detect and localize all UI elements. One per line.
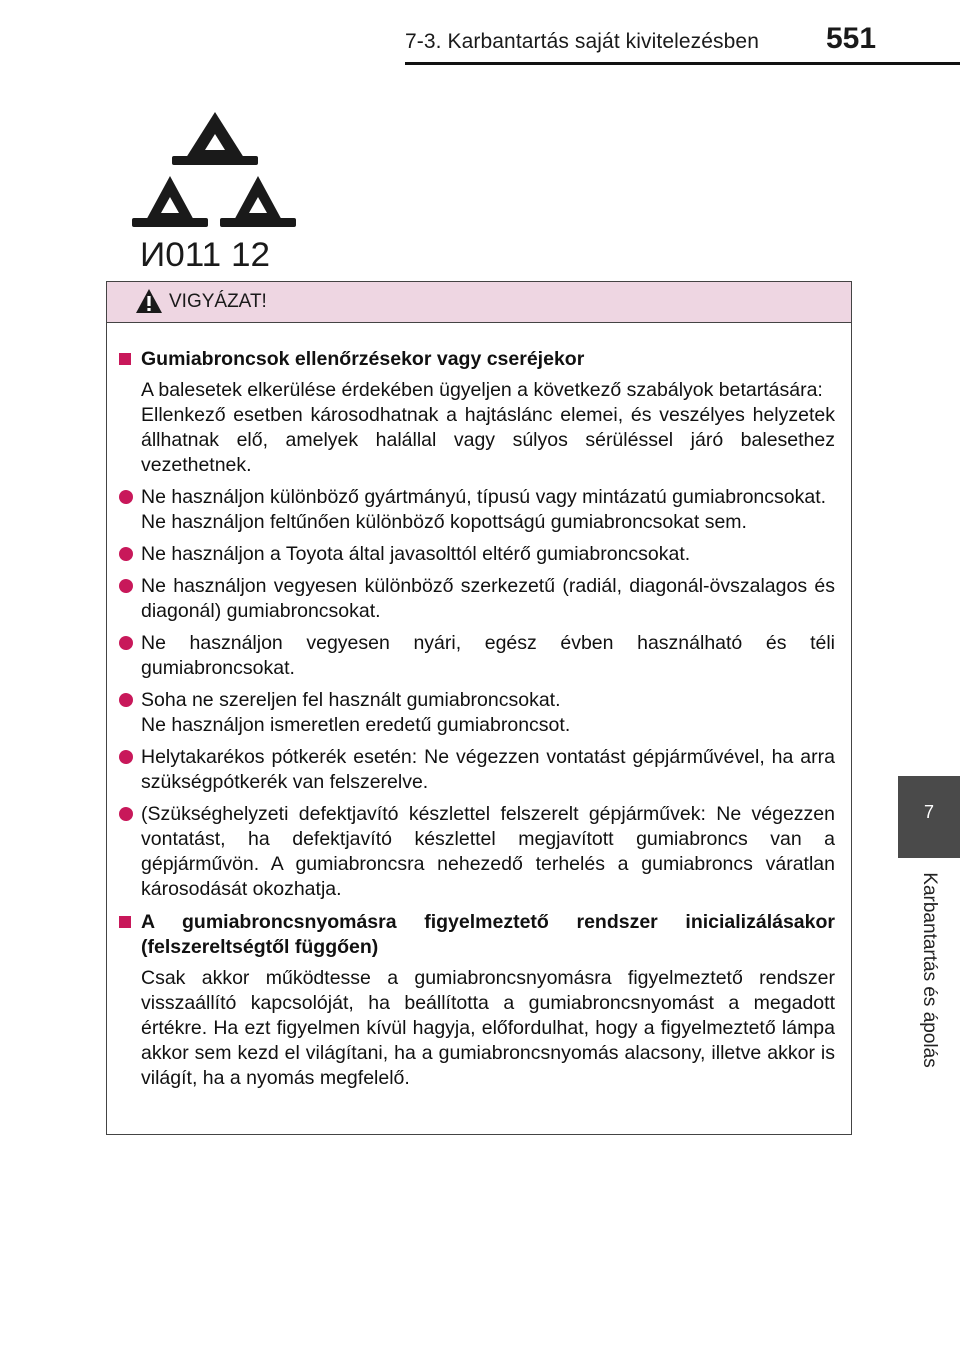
running-header-section: 7-3. Karbantartás saját kivitelezésben bbox=[405, 30, 759, 53]
list-item: Helytakarékos pótkerék esetén: Ne végezzen vontatást gépjárművével, ha arra szükségpótkerék van felszerelve. bbox=[117, 745, 835, 795]
bullet-list bbox=[117, 485, 835, 902]
left-triangle-base bbox=[132, 218, 208, 227]
caution-box bbox=[106, 281, 852, 1135]
section-paragraph bbox=[117, 966, 835, 1091]
list-item: Soha ne szereljen fel használt gumiabroncsokat. Ne használjon ismeretlen eredetű gumiabroncsot. bbox=[117, 688, 835, 738]
round-bullet-icon bbox=[119, 490, 133, 504]
round-bullet-icon bbox=[119, 807, 133, 821]
round-bullet-icon bbox=[119, 579, 133, 593]
section-heading: A gumiabroncsnyomásra figyelmeztető rendszer inicializálásakor (felszereltségtől függően) bbox=[117, 910, 835, 960]
tire-triangle-mark-figure bbox=[130, 104, 300, 272]
header-rule bbox=[405, 62, 960, 65]
round-bullet-icon bbox=[119, 636, 133, 650]
round-bullet-icon bbox=[119, 693, 133, 707]
list-item: (Szükséghelyzeti defektjavító készlettel felszerelt gépjárművek: Ne végezzen vontatást, ha defektjavító készlettel megjavított gumiabroncs van a gépjárművön. A gumiabroncsra nehezedő terhelés a gumiabroncs váratlan károsodását okozhatja. bbox=[117, 802, 835, 902]
round-bullet-icon bbox=[119, 750, 133, 764]
top-triangle-base bbox=[172, 156, 258, 165]
list-item: Ne használjon vegyesen nyári, egész évben használható és téli gumiabroncsokat. bbox=[117, 631, 835, 681]
caution-body bbox=[107, 323, 851, 1091]
right-triangle-base bbox=[220, 218, 296, 227]
square-bullet-icon bbox=[119, 916, 131, 928]
list-item: Ne használjon a Toyota által javasolttól eltérő gumiabroncsokat. bbox=[117, 542, 835, 567]
section-heading: Gumiabroncsok ellenőrzésekor vagy cseréjekor bbox=[117, 347, 835, 372]
chapter-title: Karbantartás és ápolás bbox=[919, 872, 940, 1068]
section-paragraph bbox=[117, 378, 835, 478]
paragraph-text: Csak akkor működtesse a gumiabroncsnyomásra figyelmeztető rendszer visszaállító kapcsolóját, ha beállította a gumiabroncsnyomást a megadott értékre. Ha ezt figyelmen kívül hagyja, előfordulhat, hogy a figyelmeztető lámpa akkor sem kezd el világítani, ha a gumiabroncsnyomás alacsony, illetve akkor is világít, ha a nyomás megfelelő. bbox=[141, 967, 835, 1089]
page-number: 551 bbox=[826, 22, 877, 55]
caution-title: VIGYÁZAT! bbox=[169, 291, 267, 312]
list-item: Ne használjon vegyesen különböző szerkezetű (radiál, diagonál-övszalagos és diagonál) gumiabroncsokat. bbox=[117, 574, 835, 624]
figure-label: И011 12 bbox=[140, 236, 270, 272]
warning-triangle-icon bbox=[135, 288, 163, 314]
paragraph-text: A balesetek elkerülése érdekében ügyeljen a következő szabályok betartására: bbox=[141, 379, 823, 401]
square-bullet-icon bbox=[119, 353, 131, 365]
chapter-number: 7 bbox=[923, 802, 934, 822]
caution-header bbox=[107, 282, 851, 323]
round-bullet-icon bbox=[119, 547, 133, 561]
list-item: Ne használjon különböző gyártmányú, típusú vagy mintázatú gumiabroncsokat. Ne használjon feltűnően különböző kopottságú gumiabroncsokat sem. bbox=[117, 485, 835, 535]
paragraph-text: Ellenkező esetben károsodhatnak a hajtáslánc elemei, és veszélyes helyzetek állhatnak elő, amelyek halállal vagy súlyos sérüléssel járó balesethez vezethetnek. bbox=[141, 404, 835, 476]
chapter-tab bbox=[898, 776, 960, 858]
